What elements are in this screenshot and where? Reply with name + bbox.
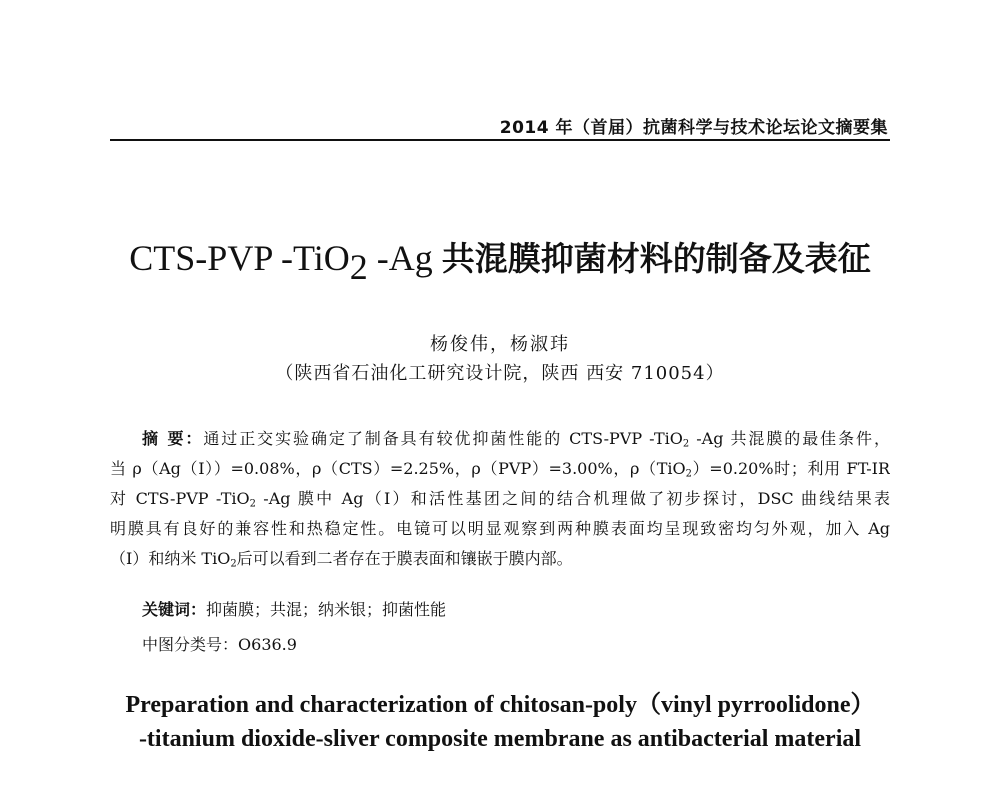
abstract-label: 摘 要： xyxy=(142,429,204,448)
title-formula-suffix: -Ag xyxy=(367,238,442,278)
abstract-text: 通过正交实验确定了制备具有较优抑菌性能的 CTS-PVP -TiO xyxy=(203,429,683,448)
authors: 杨俊伟，杨淑玮 xyxy=(430,334,570,355)
title-subscript: 2 xyxy=(349,247,368,287)
keywords-text: 抑菌膜；共混；纳米银；抑菌性能 xyxy=(206,600,447,619)
abstract-line-5 xyxy=(110,544,890,574)
abstract-line-2 xyxy=(110,454,890,484)
abstract-text: 后可以看到二者存在于膜表面和镶嵌于膜内部。 xyxy=(236,549,573,568)
chinese-title xyxy=(0,236,1000,287)
title-formula-part: CTS-PVP -TiO xyxy=(129,238,350,278)
keywords-label: 关键词： xyxy=(142,600,207,619)
english-title-line-2: -titanium dioxide-sliver composite membrane as antibacterial material xyxy=(138,726,862,752)
english-title xyxy=(0,688,1000,756)
abstract xyxy=(110,424,890,574)
abstract-text: 对 CTS-PVP -TiO xyxy=(110,489,250,508)
classification-text: O636.9 xyxy=(238,635,297,654)
abstract-text: -Ag 共混膜的最佳条件， xyxy=(689,429,890,448)
subscript: 2 xyxy=(230,558,237,570)
subscript: 2 xyxy=(249,498,256,510)
abstract-line-1 xyxy=(110,424,890,454)
running-header: 2014 年（首届）抗菌科学与技术论坛论文摘要集 xyxy=(499,118,888,138)
abstract-line-4: 明膜具有良好的兼容性和热稳定性。电镜可以明显观察到两种膜表面均呈现致密均匀外观，加入 Ag xyxy=(110,519,890,538)
keywords xyxy=(142,597,446,620)
subscript: 2 xyxy=(685,468,692,480)
classification-label: 中图分类号： xyxy=(142,635,239,654)
cut-off-text-fragment xyxy=(470,793,560,801)
abstract-text: （Ⅰ）和纳米 TiO xyxy=(110,549,231,568)
affiliation: （陕西省石油化工研究设计院，陕西 西安 710054） xyxy=(275,363,725,384)
header-rule xyxy=(110,139,890,141)
abstract-text: -Ag 膜中 Ag（Ⅰ）和活性基团之间的结合机理做了初步探讨，DSC 曲线结果表 xyxy=(255,489,890,508)
abstract-text: 当 ρ（Ag（Ⅰ））=0.08%，ρ（CTS）=2.25%，ρ（PVP）=3.00%，ρ（TiO xyxy=(110,459,686,478)
classification-number xyxy=(142,632,297,655)
abstract-text: ）=0.20%时；利用 FT-IR xyxy=(691,459,890,478)
subscript: 2 xyxy=(682,438,690,450)
english-title-line-1: Preparation and characterization of chitosan-poly（vinyl pyrroolidone） xyxy=(125,692,875,718)
title-chinese-text: 共混膜抑菌材料的制备及表征 xyxy=(441,239,871,278)
abstract-line-3 xyxy=(110,484,890,514)
